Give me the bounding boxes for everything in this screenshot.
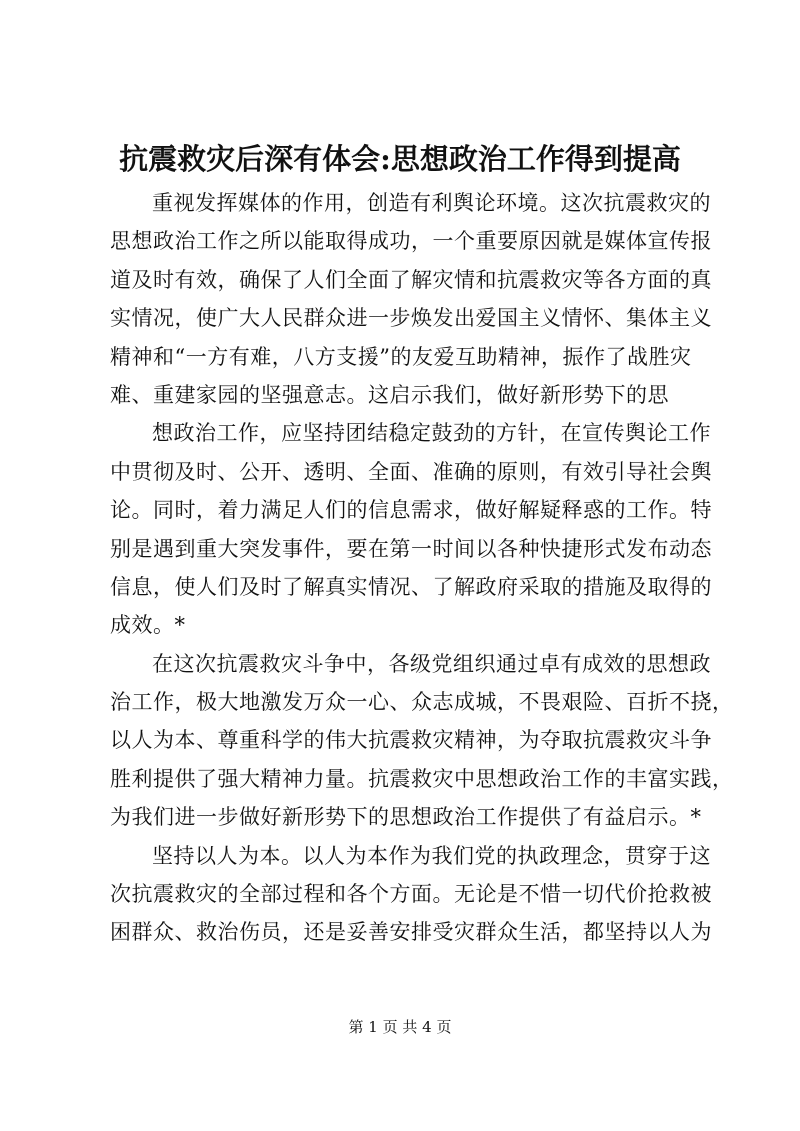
- paragraph-3-line-2: 治工作，极大地激发万众一心、众志成城，不畏艰险、百折不挠，: [110, 690, 734, 715]
- paragraph-4-line-3: 困群众、救治伤员，还是妥善安排受灾群众生活，都坚持以人为: [110, 920, 712, 945]
- paragraph-3-line-1: 在这次抗震救灾斗争中，各级党组织通过卓有成效的思想政: [152, 651, 711, 676]
- document-title: 抗震救灾后深有体会:思想政治工作得到提高: [119, 142, 681, 176]
- paragraph-1-line-6: 难、重建家园的坚强意志。这启示我们，做好新形势下的思: [110, 382, 669, 407]
- paragraph-4-line-1: 坚持以人为本。以人为本作为我们党的执政理念，贯穿于这: [152, 843, 711, 868]
- paragraph-1-line-2: 思想政治工作之所以能取得成功，一个重要原因就是媒体宣传报: [110, 229, 712, 254]
- paragraph-4-line-2: 次抗震救灾的全部过程和各个方面。无论是不惜一切代价抢救被: [110, 882, 712, 907]
- paragraph-2-line-1: 想政治工作，应坚持团结稳定鼓劲的方针，在宣传舆论工作: [152, 421, 711, 446]
- document-body: [110, 184, 734, 952]
- paragraph-1-line-5: 精神和“一方有难，八方支援”的友爱互助精神，振作了战胜灾: [110, 344, 692, 369]
- paragraph-1-line-1: 重视发挥媒体的作用，创造有利舆论环境。这次抗震救灾的: [152, 191, 711, 215]
- paragraph-1-line-3: 道及时有效，确保了人们全面了解灾情和抗震救灾等各方面的真: [110, 267, 712, 292]
- page-number-footer: 第 1 页 共 4 页: [348, 1018, 452, 1036]
- paragraph-2-line-4: 别是遇到重大突发事件，要在第一时间以各种快捷形式发布动态: [110, 536, 712, 561]
- paragraph-1-line-4: 实情况，使广大人民群众进一步焕发出爱国主义情怀、集体主义: [110, 306, 712, 331]
- paragraph-2-line-6: 成效。*: [110, 613, 186, 638]
- paragraph-3-line-5: 为我们进一步做好新形势下的思想政治工作提供了有益启示。*: [110, 805, 702, 830]
- paragraph-2-line-3: 论。同时，着力满足人们的信息需求，做好解疑释惑的工作。特: [110, 498, 712, 523]
- paragraph-2-line-2: 中贯彻及时、公开、透明、全面、准确的原则，有效引导社会舆: [110, 459, 712, 484]
- paragraph-3-line-3: 以人为本、尊重科学的伟大抗震救灾精神，为夺取抗震救灾斗争: [110, 728, 712, 753]
- paragraph-2-line-5: 信息，使人们及时了解真实情况、了解政府采取的措施及取得的: [110, 574, 712, 599]
- paragraph-3-line-4: 胜利提供了强大精神力量。抗震救灾中思想政治工作的丰富实践，: [110, 766, 734, 791]
